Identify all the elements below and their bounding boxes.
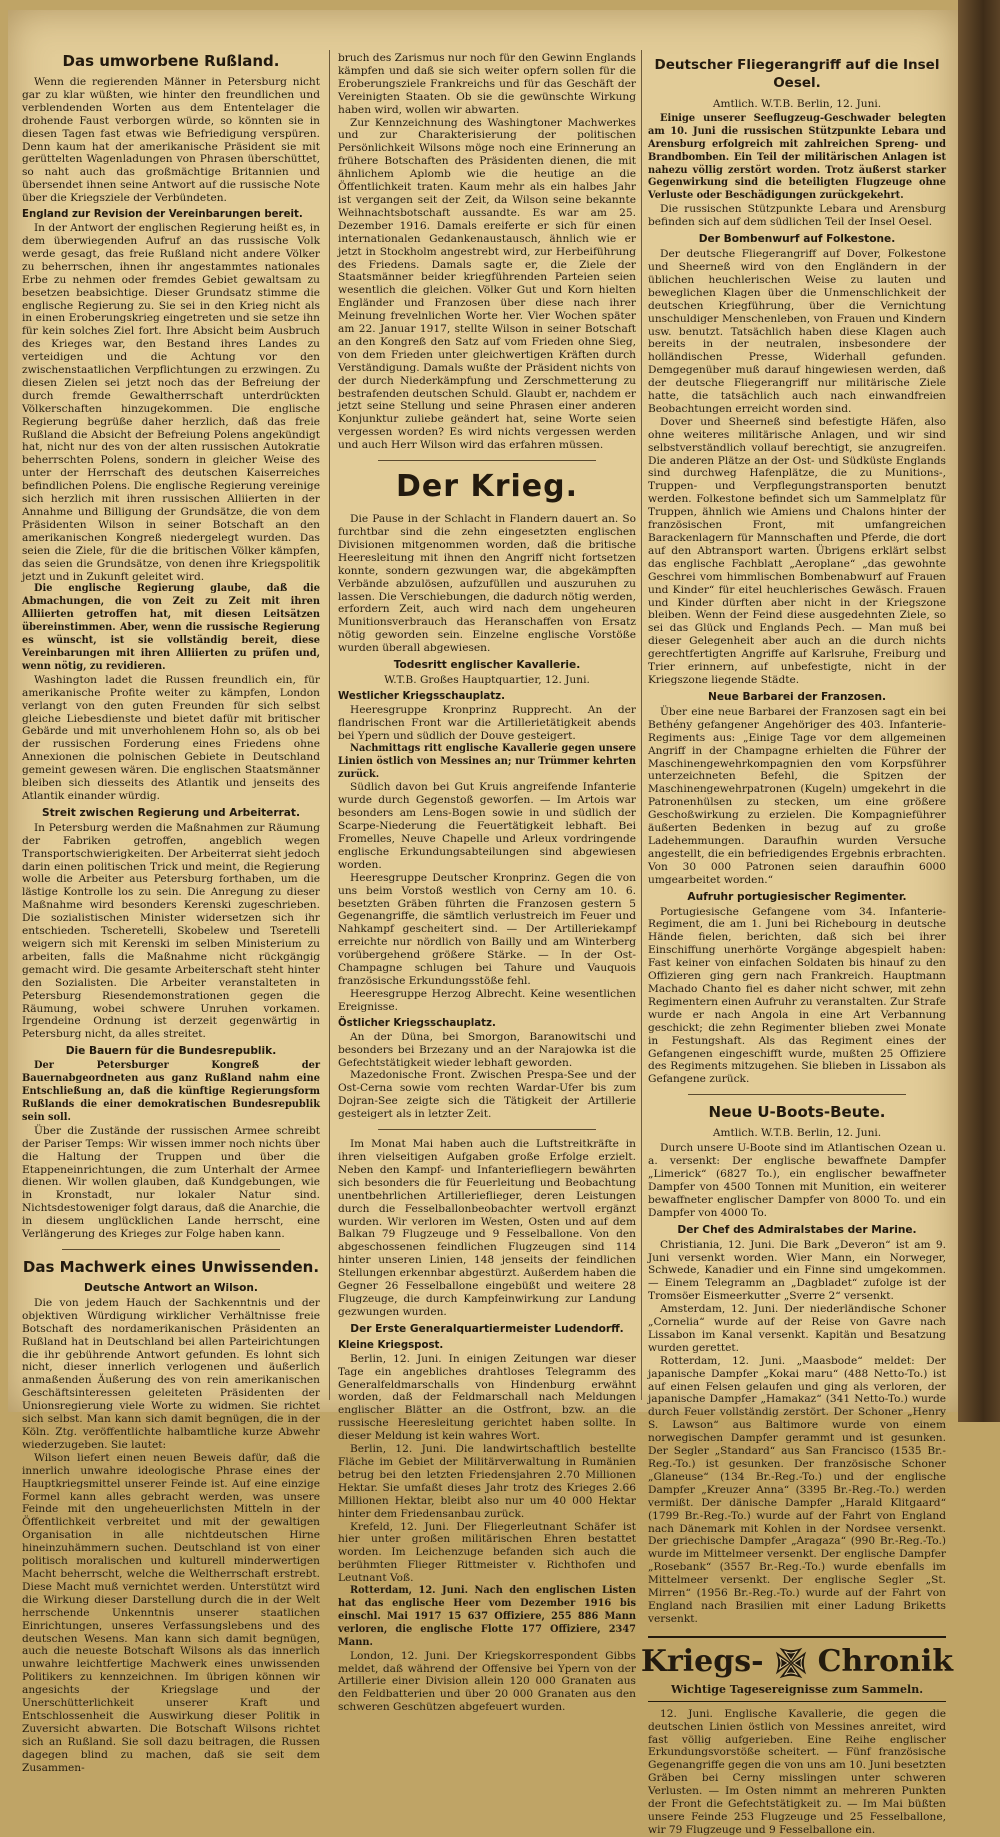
separator: [378, 1129, 596, 1130]
article-title-machwerk: Das Machwerk eines Unwissenden.: [22, 1257, 320, 1276]
paragraph: 12. Juni. Englische Kavallerie, die gegen die deutschen Linien östlich von Messines anreitet, wird fast völlig aufgerieben. Eine Reihe englischer Erkundungsvorstöße scheitert. — Fünf französische Gegenangriffe gegen die von uns am 10. Juni besetzten Gräben bei Cerny misslingen unter schweren Verlusten. — Im Osten nimmt an mehreren Punkten der Front die Gefechtstätigkeit zu. — Im Mai büßten unsere Feinde 253 Flugzeuge und 25 Fesselballone, wir 79 Flugzeuge und 9 Fesselballone ein.: [648, 1707, 946, 1836]
subheading: Westlicher Kriegsschauplatz.: [338, 690, 505, 702]
paragraph: Berlin, 12. Juni. Die landwirtschaftlich bestellte Fläche im Gebiet der Militärverwaltung in Rumänien betrug bei den letzten Friedensjahren 2.70 Millionen Hektar. Sie umfaßt dieses Jahr trotz des Krieges 2.66 Millionen Hektar, bleibt also nur um 40 000 Hektar hinter dem Friedensanbau zurück.: [338, 1443, 636, 1520]
paragraph: Über eine neue Barbarei der Franzosen sagt ein bei Bethény gefangener Angehöriger des 403. Infanterie-Regiments aus: „Einige Tage vor dem allgemeinen Angriff in der Champagne erhielten die Führer der Maschinengewehrkompagnien den vom Korpsführer unterzeichneten Befehl, die Spitzen der Maschinengewehrpatronen (Kugeln) umgekehrt in die Patronenhülsen zu stecken, um eine größere Geschoßwirkung zu erzielen. Die Kompagnieführer äußerten Bedenken in bezug auf zu große Ladehemmungen. Daraufhin wurden Versuche angestellt, die ein befriedigendes Ergebnis erbrachten. Von 30 000 Patronen seien daraufhin 6000 umgearbeitet worden.“: [648, 705, 946, 886]
newspaper-page: [8, 10, 958, 1836]
subheading: Der Bombenwurf auf Folkestone.: [698, 233, 896, 246]
signature: Der Chef des Admiralstabes der Marine.: [677, 1223, 917, 1236]
dateline: W.T.B. Großes Hauptquartier, 12. Juni.: [384, 674, 590, 687]
dateline: Amtlich. W.T.B. Berlin, 12. Juni.: [712, 1127, 882, 1140]
subheading: Die Bauern für die Bundesrepublik.: [65, 1045, 277, 1058]
paragraph: Dover und Sheerneß sind befestigte Häfen, also ohne weiteres militärische Anlagen, und wir sind selbstverständlich vollauf berechtigt, sie anzugreifen. Die anderen Plätze an der Ost- und Südküste Englands sind durchweg Hafenplätze, die zu Munitions-, Truppen- und Verpflegungstransporten benutzt werden. Folkestone befindet sich um Sammelplatz für Truppen, ähnlich wie Amiens und Chalons hinter der französischen Front, mit umfangreichen Barackenlagern für Mannschaften und Pferde, die dort auf den Abtransport warten. Übrigens erklärt selbst das englische Fachblatt „Aeroplane“ „das gewohnte Geschrei vom himmlischen Bombenabwurf auf Frauen und Kinder“ für eitel heuchlerisches Gewäsch. Frauen und Kinder dürften aber nicht in der Kriegszone bleiben. Wenn der Feind diese ausgedehnten Ziele, so sei das Glück und Englands Pech. — Man muß bei dieser Gelegenheit aber auch an die durch nichts gerechtfertigten Angriffe auf Karlsruhe, Freiburg und Trier erinnern, auf unbefestigte, nicht in der Kriegszone liegende Städte.: [648, 415, 946, 686]
paragraph: Der Petersburger Kongreß der Bauernabgeordneten aus ganz Rußland nahm eine Entschließung an, daß die künftige Regierungsform Rußlands die einer demokratischen Bundesrepublik sein soll.: [22, 1060, 320, 1123]
paragraph: Amsterdam, 12. Juni. Der niederländische Schoner „Cornelia“ wurde auf der Reise von Gavre nach Lissabon im Kanal versenkt. Kapitän und Besatzung wurden gerettet.: [648, 1303, 946, 1354]
article-title-krieg: Der Krieg.: [395, 469, 579, 505]
paragraph: Berlin, 12. Juni. In einigen Zeitungen war dieser Tage ein angebliches drahtloses Telegramm des Generalfeldmarschalls von Hindenburg erwähnt worden, daß der Feldmarschall nach Meldungen englischer Blätter an die Ostfront, bzw. an die russische Heeresleitung gerichtet haben sollte. In dieser Meldung ist kein wahres Wort.: [338, 1352, 636, 1443]
paragraph: Wilson liefert einen neuen Beweis dafür, daß die innerlich unwahre ideologische Phrase eines der Hauptkriegsmittel unserer Feinde ist. Auf eine einzige Formel kann alles gebracht werden, was unsere Feinde mit den ungeheuerlichsten Mitteln in der Öffentlichkeit verbreitet und mit der gewaltigen Organisation in alle nichtdeutschen Hirne hineinzuhämmern suchen. Deutschland ist von einer politisch moralischen und kulturell minderwertigen Macht beherrscht, welche die Weltherrschaft erstrebt. Diese Macht muß vernichtet werden. Unterstützt wird die Wirkung dieser Darstellung durch die in der Welt herrschende Unkenntnis unserer staatlichen Einrichtungen, unseres Verfassungslebens und des deutschen Wesens. Man kann sich damit begnügen, auch die neueste Botschaft Wilsons als das innerlich unwahre leichtfertige Machwerk eines unwissenden Politikers zu kennzeichnen. Im übrigen können wir angesichts der Kriegslage und der Unerschütterlichkeit unserer Kraft und Entschlossenheit die Auswirkung dieser Politik in Zuversicht abwarten. Die Botschaft Wilsons richtet sich an Rußland. Sie soll dazu beitragen, die Russen dagegen blind zu machen, daß sie seit dem Zusammen-: [22, 1451, 320, 1774]
paragraph: bruch des Zarismus nur noch für den Gewinn Englands kämpfen und daß sie sich weiter opfern sollen für die Eroberungsziele Frankreichs und für das Geschäft der Vereinigten Staaten. Ob sie die gewünschte Wirkung haben wird, wollen wir abwarten.: [338, 52, 636, 116]
chronik-title-right: Chronik: [817, 1644, 954, 1680]
paragraph: Im Monat Mai haben auch die Luftstreitkräfte in ihren vielseitigen Aufgaben große Erfolge erzielt. Neben den Kampf- und Infanteriefliegern bewährten sich besonders die für Feuerleitung und Beobachtung unentbehrlichen Artillerieflieger, deren Leistungen durch die Fesselballonbeobachter wertvoll ergänzt wurden. Wir verloren im Westen, Osten und auf dem Balkan 79 Flugzeuge und 9 Fesselballone. Von den abgeschossenen feindlichen Flugzeugen sind 114 hinter unseren Linien, 148 jenseits der feindlichen Stellungen erkennbar abgestürzt. Außerdem haben die Gegner 26 Fesselballone eingebüßt und weitere 28 Flugzeuge, die durch Kampfeinwirkung zur Landung gezwungen wurden.: [338, 1138, 636, 1318]
subheading: Todesritt englischer Kavallerie.: [393, 659, 581, 672]
paragraph: Der deutsche Fliegerangriff auf Dover, Folkestone und Sheerneß wird von den Engländern in der üblichen heuchlerischen Weise zu lauten und beweglichen Klagen über die Unmenschlichkeit der deutschen Kriegführung, über die Vernichtung unschuldiger Menschenleben, von Frauen und Kindern usw. benutzt. Tatsächlich haben diese Klagen auch bereits in der neutralen, insbesondere der holländischen Presse, Widerhall gefunden. Demgegenüber muß darauf hingewiesen werden, daß der deutsche Fliegerangriff nur militärische Ziele hatte, die tatsächlich auch nach einwandfreien Beobachtungen erreicht worden sind.: [648, 248, 946, 415]
separator: [378, 460, 596, 461]
subheading: Neue Barbarei der Franzosen.: [707, 690, 887, 703]
paragraph: In der Antwort der englischen Regierung heißt es, in dem überwiegenden Aufruf an das russische Volk werde gesagt, das freie Rußland nicht andere Völker zu beherrschen, ihnen ihr angestammtes nationales Erbe zu nehmen oder fremdes Gebiet gewaltsam zu besetzen beabsichtige. Dieser Grundsatz stimme die englische Regierung zu. Sie sei in den Krieg nicht als in einen Eroberungskrieg eingetreten und sie setze ihn für kein solches Ziel fort. Ihre Absicht beim Ausbruch des Krieges war, den Bestand ihres Landes zu verteidigen und die Achtung vor den zwischenstaatlichen Verpflichtungen zu erzwingen. Zu diesen Zielen sei jetzt noch das der Befreiung der durch fremde Gewaltherrschaft unterdrückten Völkerschaften hinzugekommen. Die englische Regierung begrüße daher herzlich, daß das freie Rußland die Absicht der Befreiung Polens angekündigt hat, nicht nur des von der alten russischen Autokratie beherrschten Polens, sondern in gleicher Weise des unter der Herrschaft des deutschen Kaiserreiches befindlichen Polens. Die englische Regierung vereinige sich herzlich mit ihren russischen Alliierten in der Annahme und Billigung der Grundsätze, die von dem Präsidenten Wilson in seiner Botschaft an den amerikanischen Kongreß niedergelegt wurden. Das seien die Ziele, für die die britischen Völker kämpfen, das seien die Grundsätze, von denen ihre Kriegspolitik jetzt und in Zukunft geleitet wird.: [22, 222, 320, 583]
paragraph: Durch unsere U-Boote sind im Atlantischen Ozean u. a. versenkt: Der englische bewaffnete Dampfer „Limerick“ (6827 To.), ein englischer bewaffneter Dampfer von 4500 Tonnen mit Munition, ein weiterer bewaffneter englischer Dampfer von 8000 To. und ein Dampfer von 4000 To.: [648, 1142, 946, 1219]
paragraph: Nachmittags ritt englische Kavallerie gegen unsere Linien östlich von Messines an; nur Trümmer kehrten zurück.: [338, 742, 636, 780]
signature: Der Erste Generalquartiermeister Ludendorff.: [350, 1322, 624, 1335]
article-title-russland: Das umworbene Rußland.: [62, 52, 280, 70]
chronik-title-left: Kriegs-: [640, 1644, 764, 1680]
paragraph: In Petersburg werden die Maßnahmen zur Räumung der Fabriken getroffen, angeblich wegen Transportschwierigkeiten. Der Arbeiterrat sieht jedoch darin einen politischen Trick und meint, die Regierung wolle die Arbeiter aus Petersburg forthaben, um die lästige Kontrolle los zu sein. Die Anregung zu dieser Maßnahme wird besonders Kerenski zugeschrieben. Die sozialistischen Minister widersetzen sich ihr entschieden. Tscheretelli, Skobelew und Tseretelli weigern sich mit Kerenski im selben Ministerium zu arbeiten, falls die Maßnahme nicht rückgängig gemacht wird. Die gesamte Arbeiterschaft steht hinter den Sozialisten. Die Arbeiter veranstalteten in Petersburg Riesendemonstrationen gegen die Räumung, wobei schwere Unruhen vorkamen. Irgendeine Ordnung ist derzeit gegenwärtig in Petersburg nicht, da alles streitet.: [22, 821, 320, 1041]
chronik-header: [640, 1636, 954, 1682]
paragraph: Rotterdam, 12. Juni. „Maasbode“ meldet: Der japanische Dampfer „Kokai maru“ (488 Netto-To.) ist auf einen Felsen gelaufen und ging als verloren, der japanische Dampfer „Hamakaz“ (341 Netto-To.) wurde durch Feuer vollständig zerstört. Der Schoner „Henry S. Lawson“ aus Baltimore wurde von einem norwegischen Dampfer gerammt und ist gesunken. Der Segler „Standard“ aus San Francisco (1535 Br.-Reg.-To.) ist gesunken. Der französische Schoner „Glaneuse“ (134 Br.-Reg.-To.) und der englische Dampfer „Kreuzer Anna“ (3395 Br.-Reg.-To.) werden vermißt. Der dänische Dampfer „Harald Klitgaard“ (1799 Br.-Reg.-To.) wurde auf der Fahrt von England nach Dänemark mit Kohlen in der Nordsee versenkt. Der griechische Dampfer „Aragaza“ (990 Br.-Reg.-To.) wurde im Mittelmeer versenkt. Der englische Dampfer „Rosebank“ (3557 Br.-Reg.-To.) wurde ebenfalls im Mittelmeer versenkt. Der englische Segler „St. Mirren“ (1956 Br.-Reg.-To.) wurde auf der Fahrt von England nach Brasilien mit einer Ladung Briketts versenkt.: [648, 1354, 946, 1625]
column-rule: [641, 50, 642, 1400]
paragraph: Die russischen Stützpunkte Lebara und Arensburg befinden sich auf dem südlichen Teil der Insel Oesel.: [648, 203, 946, 229]
paragraph: Mazedonische Front. Zwischen Prespa-See und der Ost-Cerna sowie vom rechten Wardar-Ufer bis zum Dojran-See zeigte sich die Tätigkeit der Artillerie gesteigert als in letzter Zeit.: [338, 1069, 636, 1121]
separator: [688, 1094, 906, 1095]
paragraph: Wenn die regierenden Männer in Petersburg nicht gar zu klar wüßten, wie hinter den freundlichen und verblendenden Worten aus dem Ententelager die drohende Faust verborgen würde, so könnten sie in diesen Tagen fast etwas wie Befriedigung verspüren. Denn kaum hat der amerikanische Präsident sie mit gerüttelten Wagenladungen von Phrasen überschüttet, so naht auch das großmächtige Britannien und übersendet ihnen seine Antwort auf die russische Note über die Kriegsziele der Verbündeten.: [22, 76, 320, 205]
paragraph: London, 12. Juni. Der Kriegskorrespondent Gibbs meldet, daß während der Offensive bei Ypern von der Artillerie einer Division allein 120 000 Granaten aus den Feldbatterien und über 20 000 Granaten aus den schweren Geschützen abgefeuert wurden.: [338, 1649, 636, 1714]
paragraph: Die englische Regierung glaube, daß die Abmachungen, die von Zeit zu Zeit mit ihren Alliierten getroffen hat, mit diesen Leitsätzen übereinstimmen. Aber, wenn die russische Regierung es wünscht, ist sie vollständig bereit, diese Vereinbarungen mit ihren Alliierten zu prüfen und, wenn nötig, zu revidieren.: [22, 583, 320, 672]
chronik-subtitle: Wichtige Tagesereignisse zum Sammeln.: [648, 1684, 946, 1702]
paragraph: Heeresgruppe Deutscher Kronprinz. Gegen die von uns beim Vorstoß westlich von Cerny am 10. 6. besetzten Gräben führten die Franzosen gestern 5 Gegenangriffe, die sämtlich verlustreich im Feuer und Nahkampf gescheitert sind. — Der Artilleriekampf erreichte nur nördlich von Bailly und am Winterberg vorübergehend größere Stärke. — In der Ost-Champagne schlugen bei Tahure und Vauquois französische Erkundungsstöße fehl.: [338, 871, 636, 987]
paragraph: Krefeld, 12. Juni. Der Fliegerleutnant Schäfer ist hier unter großen militärischen Ehren bestattet worden. Im Leichenzuge befanden sich auch die berühmten Flieger Rittmeister v. Richthofen und Leutnant Voß.: [338, 1520, 636, 1585]
subheading: Östlicher Kriegsschauplatz.: [338, 1017, 496, 1029]
paragraph: Südlich davon bei Gut Kruis angreifende Infanterie wurde durch Gegenstoß geworfen. — Im Artois war besonders am Lens-Bogen sowie in und südlich der Scarpe-Niederung die Feuertätigkeit lebhaft. Bei Fromelles, Neuve Chapelle und Arleux vordringende englische Erkundungsabteilungen sind abgewiesen worden.: [338, 781, 636, 871]
subheading: England zur Revision der Vereinbarungen bereit.: [22, 209, 303, 221]
column-left: [22, 48, 320, 1774]
paragraph: An der Düna, bei Smorgon, Baranowitschi und besonders bei Brzezany und an der Narajowka ist die Gefechtstätigkeit wieder lebhaft geworden.: [338, 1030, 636, 1069]
subheading: Kleine Kriegspost.: [338, 1339, 444, 1351]
binding-spine: [958, 0, 1000, 1422]
subheading: Aufruhr portugiesischer Regimenter.: [687, 890, 907, 903]
paragraph: Die von jedem Hauch der Sachkenntnis und der objektiven Würdigung wirklicher Verhältnisse freie Botschaft des nordamerikanischen Präsidenten an Rußland hat in Deutschland bei allen Parteirichtungen die ihr gebührende Antwort gefunden. Es lohnt sich nicht, dieser innerlich verlogenen und äußerlich anmaßenden Äußerung des von rein amerikanischen Geschäftsinteressen geleiteten Präsidenten der Unionsregierung viele Worte zu widmen. Sie richtet sich selbst. Man kann sich damit begnügen, die in der Köln. Ztg. veröffentlichte halbamtliche kurze Abwehr wiederzugeben. Sie lautet:: [22, 1296, 320, 1451]
paragraph: Rotterdam, 12. Juni. Nach den englischen Listen hat das englische Heer vom Dezember 1916 bis einschl. Mai 1917 15 637 Offiziere, 255 886 Mann verloren, die englische Flotte 177 Offiziere, 2347 Mann.: [338, 1585, 636, 1648]
column-rule: [329, 50, 330, 1400]
separator: [62, 1249, 280, 1250]
paragraph: Über die Zustände der russischen Armee schreibt der Pariser Temps: Wir wissen immer noch nichts über die Haltung der Truppen und über die Etappeneinrichtungen, die zum Unterhalt der Armee dienen. Wir wollen glauben, daß Kundgebungen, wie in Kronstadt, nur lokaler Natur sind. Nichtsdestoweniger folgt daraus, daß die Anarchie, die in diesem unglücklichen Lande herrscht, eine Verlängerung des Krieges zur Folge haben kann.: [22, 1124, 320, 1241]
article-title-uboot: Neue U-Boots-Beute.: [708, 1103, 886, 1122]
paragraph: Heeresgruppe Herzog Albrecht. Keine wesentlichen Ereignisse.: [338, 987, 636, 1013]
subheading: Deutsche Antwort an Wilson.: [84, 1281, 258, 1294]
paragraph: Portugiesische Gefangene vom 34. Infanterie-Regiment, die am 1. Juni bei Richebourg in deutsche Hände fielen, berichten, daß sich bei ihrer Einschiffung unerhörte Vorgänge abgespielt haben: Fast keiner von einfachen Soldaten bis hinauf zu den Offizieren ging gern nach Frankreich. Hauptmann Machado Chanto fiel es daher nicht schwer, mit zehn Regimentern einen Aufruhr zu veranstalten. Zur Strafe wurde er nach Angola in eine Art Verbannung geschickt; die zehn Regimenter blieben zwei Monate in Festungshaft. Als das Regiment eines der Gefangenen eingeschifft wurde, mußten 25 Offiziere des Regiments mitzugehen. Sie blieben in Lissabon als Gefangene zurück.: [648, 905, 946, 1086]
paragraph: Christiania, 12. Juni. Die Bark „Deveron“ ist am 9. Juni versenkt worden. Wier Mann, ein Norweger, Schwede, Kanadier und ein Finne sind umgekommen. — Einem Telegramm an „Dagbladet“ zufolge ist der Tromsöer Eismeerkutter „Sverre 2“ versenkt.: [648, 1238, 946, 1303]
column-right: [640, 52, 954, 1836]
paragraph: Zur Kennzeichnung des Washingtoner Machwerkes und zur Charakterisierung der politischen Persönlichkeit Wilsons möge noch eine Erinnerung an frühere Botschaften des Präsidenten dienen, die mit ähnlichem Aplomb wie die heutige an die Öffentlichkeit traten. Kaum mehr als ein halbes Jahr ist vergangen seit der Zeit, da Wilson seine bekannte Weihnachtsbotschaft aussandte. Es war am 25. Dezember 1916. Damals ereiferte er sich für einen internationalen Gedankenaustausch, ähnlich wie er jetzt in Stockholm angestrebt wird, zur Herbeiführung des Friedens. Damals sagte er, die Ziele der Staatsmänner beider kriegführenden Parteien seien wesentlich die gleichen. Völker Gut und Korn hielten Engländer und Franzosen über diese nach ihrer Meinung frevelnlichen Worte her. Vier Wochen später am 22. Januar 1917, stellte Wilson in seiner Botschaft an den Kongreß den Satz auf vom Frieden ohne Sieg, von dem Frieden unter gleichwertigen Kräften durch Verständigung. Damals wußte der Präsident nichts von der durch Niederkämpfung und Zerschmetterung zu bestrafenden deutschen Schuld. Glaubt er, nachdem er jetzt seine Stellung und seine Phrasen einer anderen Konjunktur zuliebe geändert hat, seine Worte seien vergessen worden? Es wird nichts vergessen werden und auch Herr Wilson wird das erfahren müssen.: [338, 116, 636, 452]
dateline: Amtlich. W.T.B. Berlin, 12. Juni.: [712, 98, 882, 110]
paragraph: Washington ladet die Russen freundlich ein, für amerikanische Profite weiter zu kämpfen, London verlangt von den guten Freunden für sich selbst gleiche Liebesdienste und bietet dafür mit britischer Gebärde und mit unverhohlenem Hohn so, als ob bei der russischen Forderung eines Friedens ohne Annexionen die polnischen Gebiete in Deutschland gemeint gewesen wären. Die englischen Staatsmänner bleiben sich diesseits des Atlantik und jenseits des Atlantik einander würdig.: [22, 673, 320, 802]
paragraph: Einige unserer Seeflugzeug-Geschwader belegten am 10. Juni die russischen Stützpunkte Lebara und Arensburg erfolgreich mit zahlreichen Spreng- und Brandbomben. Ein Teil der militärischen Anlagen ist nahezu völlig zerstört worden. Trotz äußerst starker Gegenwirkung sind die beteiligten Flugzeuge ohne Verluste oder Beschädigungen zurückgekehrt.: [648, 112, 946, 202]
article-title-oesel: Deutscher Fliegerangriff auf die Insel Oesel.: [654, 57, 940, 91]
paragraph: Heeresgruppe Kronprinz Rupprecht. An der flandrischen Front war die Artillerietätigkeit abends bei Ypern und südlich der Douve gesteigert.: [338, 703, 636, 742]
paragraph: Die Pause in der Schlacht in Flandern dauert an. So furchtbar sind die zehn eingesetzten englischen Divisionen mitgenommen worden, daß die britische Heeresleitung mit ihnen den Angriff nicht fortsetzen konnte, sondern gezwungen war, die abgekämpften Verbände abzulösen, aufzufüllen und auszuruhen zu lassen. Die Verschiebungen, die dadurch nötig werden, erfordern Zeit, auch wird nach dem ungeheuren Munitionsverbrauch das Heranschaffen von Ersatz nötig geworden sein. Einzelne englische Vorstöße wurden überall abgewiesen.: [338, 513, 636, 655]
column-middle: [338, 52, 636, 1714]
iron-cross-icon: [772, 1644, 810, 1682]
subheading: Streit zwischen Regierung und Arbeiterrat.: [41, 806, 301, 819]
